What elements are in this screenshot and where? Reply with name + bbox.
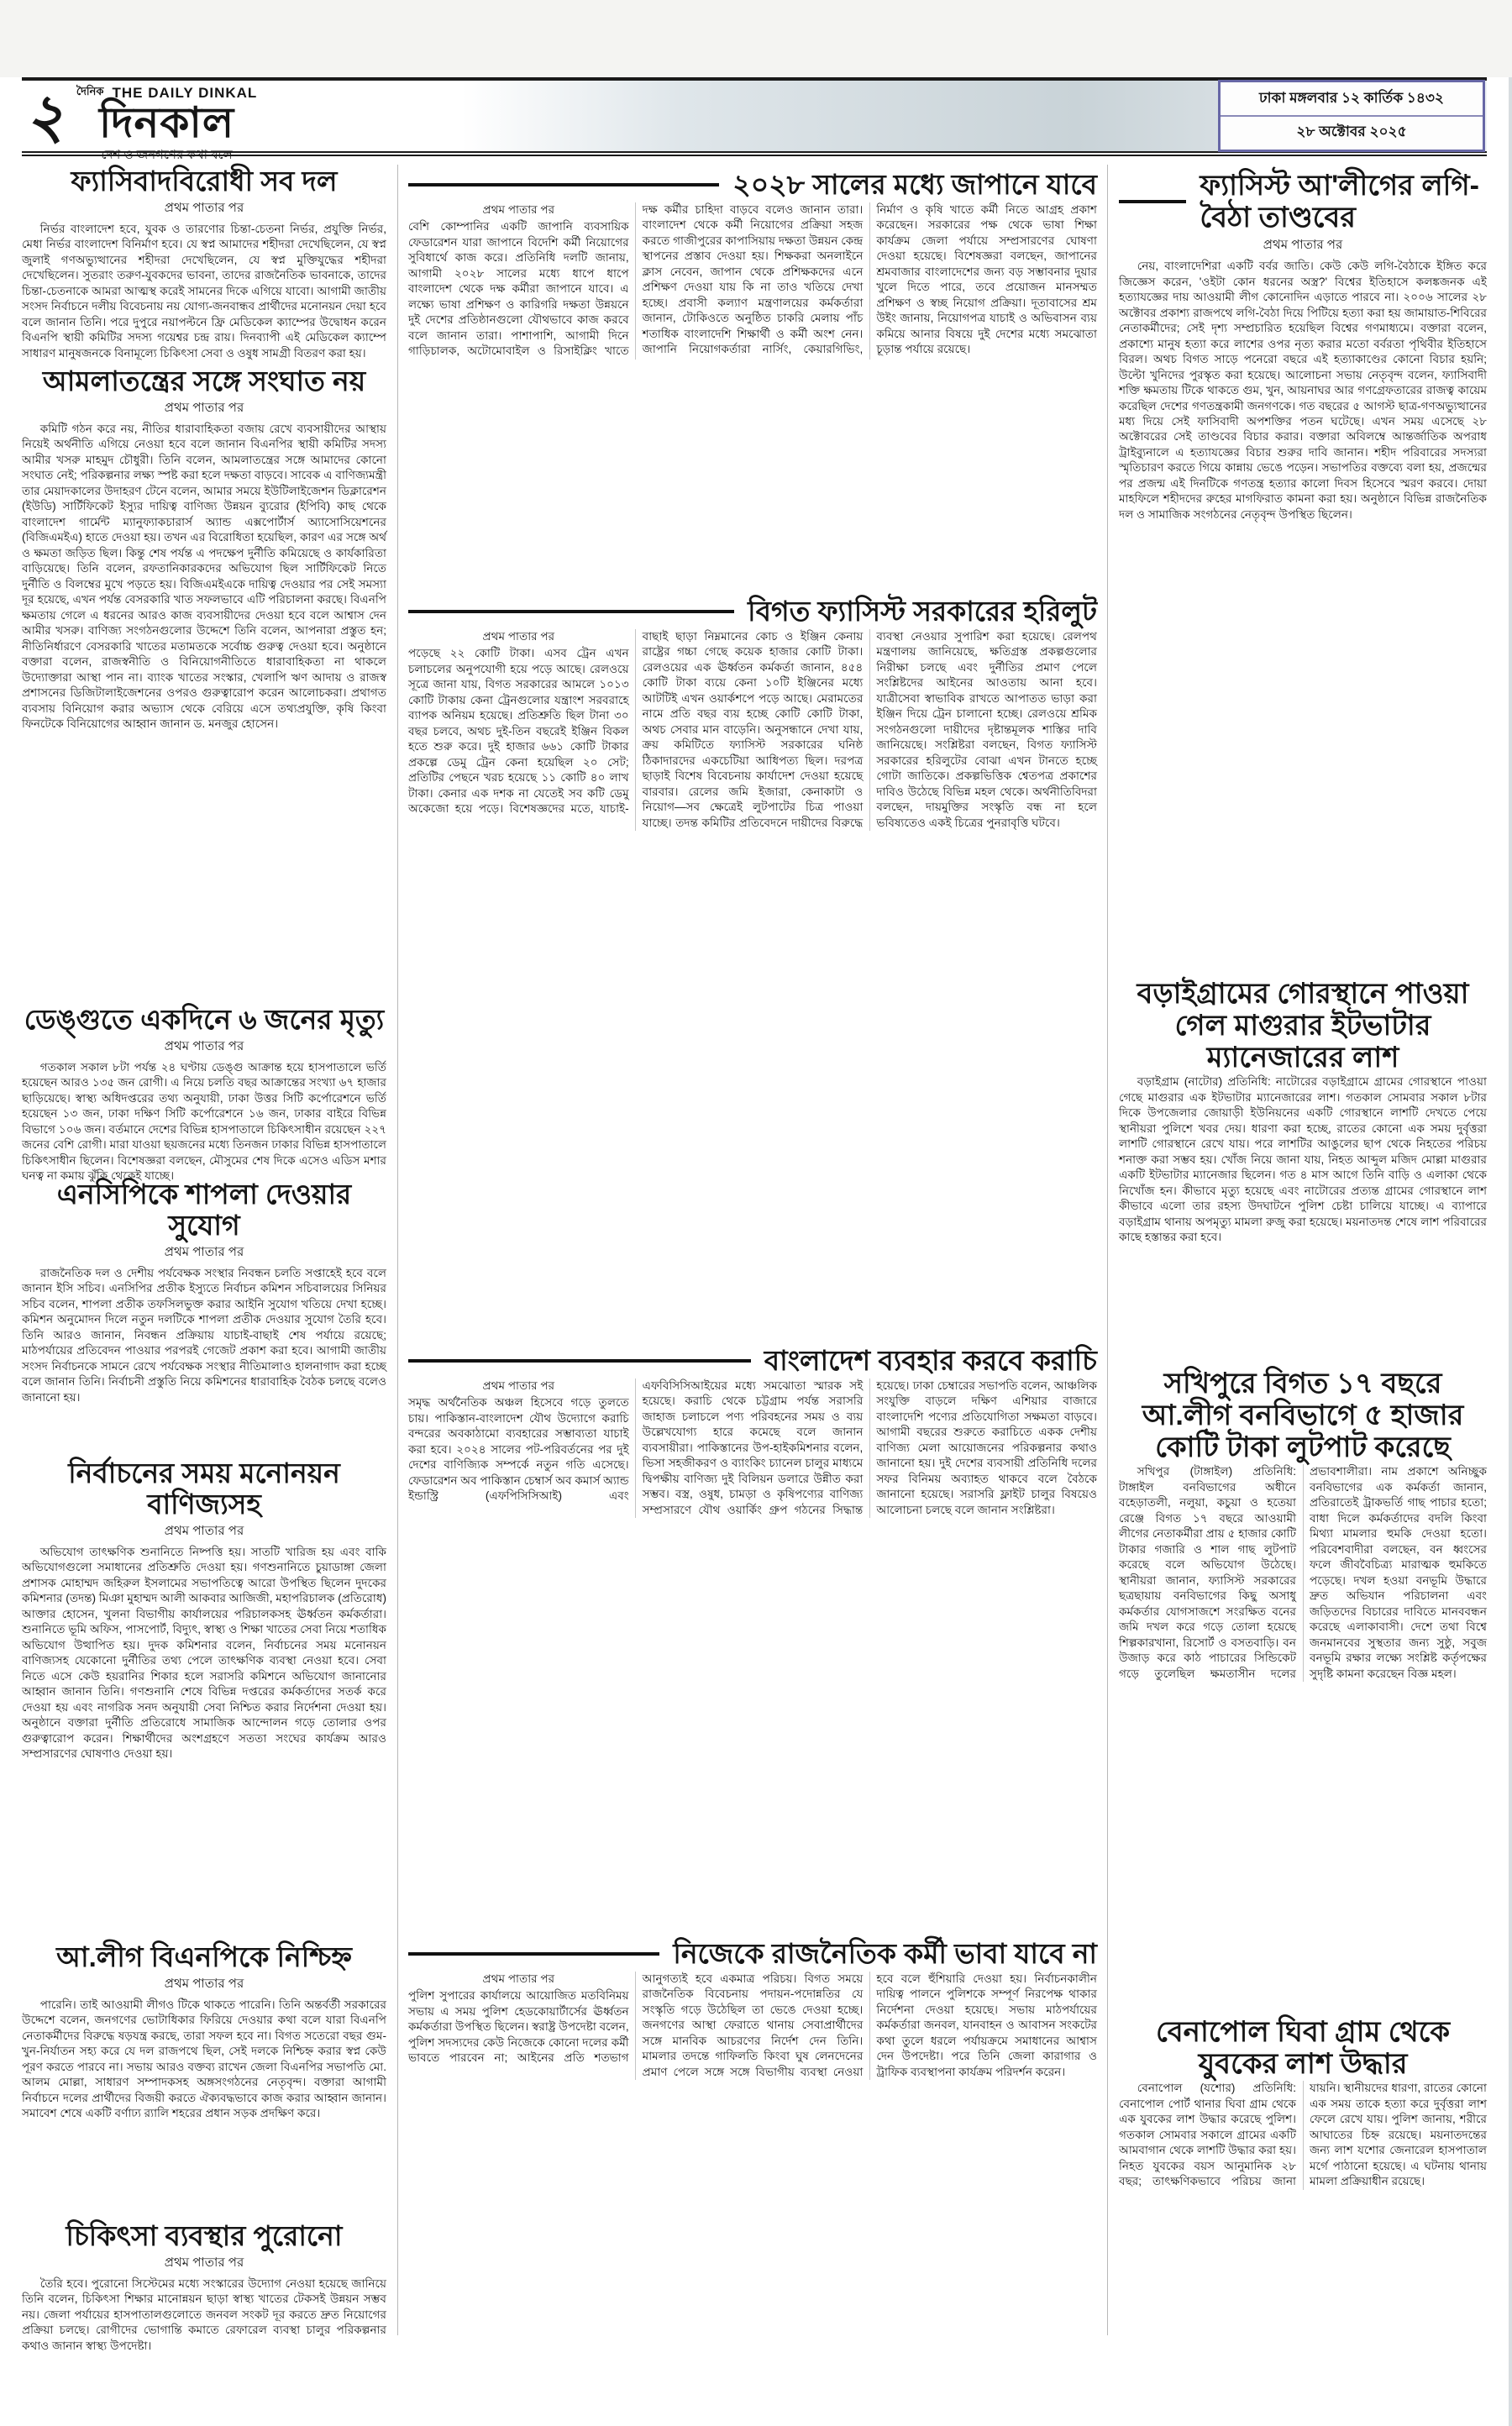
article-bangladesh-karachi-port: [408, 1346, 1097, 1934]
column-middle: [397, 165, 1108, 2335]
article-headline: ফ্যাসিস্ট আ'লীগের লগি-বৈঠা তাণ্ডবের: [1200, 170, 1480, 234]
article-headline: ডেঙ্গুতে একদিনে ৬ জনের মৃত্যু: [24, 1004, 385, 1035]
headline-rule: [408, 1359, 751, 1363]
continued-from-front: প্রথম পাতার পর: [164, 200, 244, 215]
headline-rule: [408, 610, 734, 613]
article-body: প্রথম পাতার পর পুলিশ সুপারের কার্যালয়ে আয়োজিত মতবিনিময় সভায় এ সময় পুলিশ হেডকোয়ার্টার্সের ঊর্ধ্বতন কর্মকর্তারা উপস্থিত ছিলেন। স্বরাষ্ট্র উপদেষ্টা বলেন, পুলিশ সদস্যদের কেউ নিজেকে কোনো দলের কর্মী ভাবতে পারবেন না; আইনের প্রতি শতভাগ আনুগত্যই হবে একমাত্র পরিচয়। বিগত সময়ে রাজনৈতিক বিবেচনায় পদায়ন-পদোন্নতির যে সংস্কৃতি গড়ে উঠেছিল তা ভেঙে দেওয়া হচ্ছে। জনগণের আস্থা ফেরাতে থানায় সেবাপ্রার্থীদের সঙ্গে মানবিক আচরণের নির্দেশ দেন তিনি। মামলার তদন্তে গাফিলতি কিংবা ঘুষ লেনদেনের প্রমাণ পেলে সঙ্গে সঙ্গে বিভাগীয় ব্যবস্থা নেওয়া হবে বলে হুঁশিয়ারি দেওয়া হয়। নির্বাচনকালীন দায়িত্ব পালনে পুলিশকে সম্পূর্ণ নিরপেক্ষ থাকার নির্দেশনা দেওয়া হয়েছে। সভায় মাঠপর্যায়ের কর্মকর্তারা জনবল, যানবাহন ও আবাসন সংকটের কথা তুলে ধরলে পর্যায়ক্রমে সমাধানের আশ্বাস দেন উপদেষ্টা। পরে তিনি জেলা কারাগার ও ট্রাফিক ব্যবস্থাপনা কার্যক্রম পরিদর্শন করেন।: [408, 1972, 1097, 2078]
article-body: বড়াইগ্রাম (নাটোর) প্রতিনিধি: নাটোরের বড়াইগ্রামে গ্রামের গোরস্থানে পাওয়া গেছে মাগুরার এক ইটভাটার ম্যানেজারের লাশ। গতকাল সোমবার সকাল ৮টার দিকে উপজেলার জোয়াড়ী ইউনিয়নের একটি গোরস্থানে লাশটি দেখতে পেয়ে স্থানীয়রা পুলিশে খবর দেয়। ধারণা করা হচ্ছে, রাতের কোনো এক সময় দুর্বৃত্তরা লাশটি গোরস্থানে রেখে যায়। পরে লাশটির আঙুলের ছাপ থেকে নিহতের পরিচয় শনাক্ত করা সম্ভব হয়। খোঁজ নিয়ে জানা যায়, নিহত আব্দুল মজিদ মোল্লা মাগুরার একটি ইটভাটার ম্যানেজার ছিলেন। গত ৪ মাস আগে তিনি বাড়ি ও এলাকা থেকে নিখোঁজ হন। কীভাবে মৃত্যু হয়েছে এবং নাটোরের প্রত্যন্ত গ্রামের গোরস্থানে লাশ কীভাবে এলো তার রহস্য উদঘাটনে পুলিশ চেষ্টা চালিয়ে যাচ্ছে। এ ব্যাপারে বড়াইগ্রাম থানায় অপমৃত্যু মামলা রুজু করা হয়েছে। ময়নাতদন্ত শেষে লাশ পরিবারের কাছে হস্তান্তর করা হবে।: [1119, 1075, 1487, 1244]
page-number: ২: [22, 81, 73, 151]
article-headline: আমলাতন্ত্রের সঙ্গে সংঘাত নয়: [42, 365, 366, 396]
continued-from-front: প্রথম পাতার পর: [1263, 238, 1343, 253]
article-body: কমিটি গঠন করে নয়, নীতির ধারাবাহিকতা বজায় রেখে ব্যবসায়ীদের আস্থায় নিয়েই অর্থনীতি এগিয়ে নেওয়া হবে বলে জানান বিএনপির স্থায়ী কমিটির সদস্য আমীর খসরু মাহমুদ চৌধুরী। তিনি বলেন, আমলাতন্ত্রের সঙ্গে আমাদের কোনো সংঘাত নেই; পরিকল্পনার লক্ষ্য স্পষ্ট করা হলে দক্ষতা বাড়বে। সাবেক এ বাণিজ্যমন্ত্রী তার মেয়াদকালের উদাহরণ টেনে বলেন, আমার সময়ে ইউটিলাইজেশন ডিক্লারেশন (ইউডি) সার্টিফিকেট ইস্যুর দায়িত্ব বাণিজ্য উন্নয়ন ব্যুরোর (ইপিবি) কাছ থেকে বাংলাদেশ গার্মেন্ট ম্যানুফ্যাকচারার্স অ্যান্ড এক্সপোর্টার্স অ্যাসোসিয়েশনের (বিজিএমইএ) হাতে দেওয়া হয়। তখন এর বিরোধিতা হয়েছিল, কারণ এর সঙ্গে অর্থ ও ক্ষমতা জড়িত ছিল। কিন্তু শেষ পর্যন্ত এ পদক্ষেপ দুর্নীতি কমিয়েছে ও কার্যকারিতা বাড়িয়েছে। তিনি বলেন, রফতানিকারকদের অভিযোগ ছিল সার্টিফিকেট নিতে দুর্নীতি ও বিলম্বের মুখে পড়তে হয়। বিজিএমইএকে দায়িত্ব দেওয়ার পর সেই সমস্যা দূর হয়েছে, এখন পর্যন্ত বেসরকারি খাত সফলভাবে এটি পরিচালনা করছে। বিএনপি ক্ষমতায় গেলে এ ধরনের আরও কাজ ব্যবসায়ীদের দেওয়া হবে বলে আশ্বাস দেন আমীর খসরু। বাণিজ্য সংগঠনগুলোর উদ্দেশে তিনি বলেন, আপনারা প্রস্তুত হন; নীতিনির্ধারণে বেসরকারি খাতের মতামতকে সর্বোচ্চ গুরুত্ব দেওয়া হবে। অনুষ্ঠানে বক্তারা বলেন, রাজস্বনীতি ও বিনিয়োগনীতিতে ধারাবাহিকতা না থাকলে উদ্যোক্তারা আস্থা পান না। ব্যাংক খাতের সংস্কার, খেলাপি ঋণ আদায় ও রাজস্ব প্রশাসনের ডিজিটালাইজেশনের ওপরও গুরুত্বারোপ করেন আলোচকরা। প্রথাগত ব্যবসায় বিনিয়োগ করার অভ্যাস থেকে বেরিয়ে এসে তথ্যপ্রযুক্তি, কৃষি কিংবা ফিনটেকে বিনিয়োগের আহ্বান জানান ড. মনজুর হোসেন।: [22, 422, 386, 731]
continued-from-front: প্রথম পাতার পর: [482, 1972, 555, 1985]
headline-rule: [408, 1952, 659, 1956]
article-old-healthcare-system: [22, 2220, 386, 2352]
continued-from-front: প্রথম পাতার পর: [482, 202, 555, 216]
date-box: [1218, 80, 1485, 152]
masthead-daily-label: দৈনিক: [76, 85, 104, 97]
newspaper-page: [0, 77, 1512, 2426]
article-police-not-political-workers: [408, 1939, 1097, 2342]
masthead: [73, 81, 277, 162]
article-no-conflict-bureaucracy: [22, 366, 386, 1003]
article-dengue-deaths: [22, 1004, 386, 1183]
article-body: বেনাপোল (যশোর) প্রতিনিধি: বেনাপোল পোর্ট থানার ঘিবা গ্রাম থেকে এক যুবকের লাশ উদ্ধার করেছে পুলিশ। গতকাল সোমবার সকালে গ্রামের একটি আমবাগান থেকে লাশটি উদ্ধার করা হয়। নিহত যুবকের বয়স আনুমানিক ২৮ বছর; তাৎক্ষণিকভাবে পরিচয় জানা যায়নি। স্থানীয়দের ধারণা, রাতের কোনো এক সময় তাকে হত্যা করে দুর্বৃত্তরা লাশ ফেলে রেখে যায়। পুলিশ জানায়, শরীরে আঘাতের চিহ্ন রয়েছে। ময়নাতদন্তের জন্য লাশ যশোর জেনারেল হাসপাতাল মর্গে পাঠানো হয়েছে। এ ঘটনায় থানায় মামলা প্রক্রিয়াধীন রয়েছে।: [1119, 2082, 1487, 2188]
article-body: প্রথম পাতার পর বেশি কোম্পানির একটি জাপানি ব্যবসায়িক ফেডারেশন যারা জাপানে বিদেশি কর্মী নিয়োগের সুবিধার্থে কাজ করে। প্রতিনিধি দলটি জানায়, আগামী ২০২৮ সালের মধ্যে ধাপে ধাপে বাংলাদেশ থেকে দক্ষ কর্মীরা জাপানে যাবে। এ লক্ষ্যে ভাষা প্রশিক্ষণ ও কারিগরি দক্ষতা উন্নয়নে দুই দেশের প্রতিষ্ঠানগুলো যৌথভাবে কাজ করবে বলে জানান তারা। পাশাপাশি, আগামী দিনে গাড়িচালক, অটোমোবাইল ও রিসাইক্লিং খাতে দক্ষ কর্মীর চাহিদা বাড়বে বলেও জানান তারা। বাংলাদেশ থেকে কর্মী নিয়োগের প্রক্রিয়া সহজ করতে গাজীপুরের কাপাসিয়ায় দক্ষতা উন্নয়ন কেন্দ্র স্থাপনের প্রস্তাব দেওয়া হয়। শিক্ষকরা অনলাইনে ক্লাস নেবেন, জাপান থেকে প্রশিক্ষকদের এনে প্রশিক্ষণ দেওয়া যায় কি না তাও খতিয়ে দেখা হচ্ছে। প্রবাসী কল্যাণ মন্ত্রণালয়ের কর্মকর্তারা জানান, টোকিওতে অনুষ্ঠিত চাকরি মেলায় পাঁচ শতাধিক বাংলাদেশি শিক্ষার্থী ও কর্মী অংশ নেন। জাপানি নিয়োগকর্তারা নার্সিং, কেয়ারগিভিং, নির্মাণ ও কৃষি খাতে কর্মী নিতে আগ্রহ প্রকাশ করেছেন। সরকারের পক্ষ থেকে ভাষা শিক্ষা কার্যক্রম জেলা পর্যায়ে সম্প্রসারণের ঘোষণা দেওয়া হয়েছে। বিশেষজ্ঞরা বলছেন, জাপানের শ্রমবাজার বাংলাদেশের জন্য বড় সম্ভাবনার দুয়ার খুলে দিতে পারে, তবে প্রয়োজন মানসম্মত প্রশিক্ষণ ও স্বচ্ছ নিয়োগ প্রক্রিয়া। দূতাবাসের শ্রম উইং জানায়, নিয়োগপত্র যাচাই ও অভিবাসন ব্যয় কমিয়ে আনার বিষয়ে দুই দেশের মধ্যে সমঝোতা চূড়ান্ত পর্যায়ে রয়েছে।: [408, 202, 1097, 358]
column-right: [1119, 165, 1487, 2335]
masthead-tagline: দেশ ও জনগণের কথা বলে: [101, 148, 233, 162]
article-boraigram-graveyard-body: [1119, 978, 1487, 1366]
article-japan-workers-2028: [408, 170, 1097, 591]
article-benapole-body-recovered: [1119, 2016, 1487, 2335]
article-body: গতকাল সকাল ৮টা পর্যন্ত ২৪ ঘণ্টায় ডেঙ্গু আক্রান্ত হয়ে হাসপাতালে ভর্তি হয়েছেন আরও ১৩৫ জন রোগী। এ নিয়ে চলতি বছর আক্রান্তের সংখ্যা ৬৭ হাজার ছাড়িয়েছে। স্বাস্থ্য অধিদপ্তরের তথ্য অনুযায়ী, ঢাকা উত্তর সিটি কর্পোরেশনে ভর্তি হয়েছেন ১৩ জন, ঢাকা দক্ষিণ সিটি কর্পোরেশনে ১৬ জন, ঢাকার বাইরে বিভিন্ন বিভাগে ১০৬ জন। বর্তমানে দেশের বিভিন্ন হাসপাতালে চিকিৎসাধীন রয়েছেন ২২৭ জনের বেশি রোগী। মারা যাওয়া ছয়জনের মধ্যে তিনজন ঢাকার বিভিন্ন হাসপাতালে চিকিৎসাধীন ছিলেন। বিশেষজ্ঞরা বলছেন, মৌসুমের শেষ দিকে এসেও এডিস মশার ঘনত্ব না কমায় ঝুঁকি থেকেই যাচ্ছে।: [22, 1060, 386, 1183]
continued-from-front: প্রথম পাতার পর: [164, 1523, 244, 1538]
article-nomination-trade: [22, 1458, 386, 1940]
article-anti-fascist-parties: [22, 166, 386, 365]
article-headline: আ.লীগ বিএনপিকে নিশ্চিহ্ন: [56, 1941, 352, 1972]
continued-from-front: প্রথম পাতার পর: [164, 2255, 244, 2270]
continued-from-front: প্রথম পাতার পর: [482, 629, 555, 643]
continued-from-front: প্রথম পাতার পর: [164, 1038, 244, 1053]
bangla-date: ঢাকা মঙ্গলবার ১২ কার্তিক ১৪৩২: [1221, 82, 1483, 117]
continued-from-front: প্রথম পাতার পর: [164, 400, 244, 415]
article-headline: নিজেকে রাজনৈতিক কর্মী ভাবা যাবে না: [673, 1938, 1097, 1969]
article-headline: ফ্যাসিবাদবিরোধী সব দল: [71, 165, 338, 197]
masthead-english-title: THE DAILY DINKAL: [112, 85, 258, 101]
article-headline: বেনাপোল ঘিবা গ্রাম থেকে যুবকের লাশ উদ্ধার: [1155, 2016, 1451, 2081]
article-body: নির্ভর বাংলাদেশ হবে, যুবক ও তারণোর চিন্তা-চেতনা নির্ভর, প্রযুক্তি নির্ভর, মেধা নির্ভর বাংলাদেশ বিনির্মাণ হবে। যে স্বপ্ন আমাদের শহীদরা দেখেছিলেন, যে স্বপ্ন জুলাই গণঅভ্যুত্থানের শহীদরা দেখেছিলেন, যে স্বপ্ন মুক্তিযুদ্ধের শহীদরা দেখেছিলেন। সুতরাং তরুণ-যুবকদের ভাবনা, তাদের রাজনৈতিক ভাবনাকে, তাদের চিন্তা-চেতনাকে আমরা আত্মস্থ করেই সামনের দিকে এগিয়ে যাবো। আগামী জাতীয় সংসদ নির্বাচনে দলীয় বিবেচনায় নয় যোগ্য-জনবান্ধব প্রার্থীদের মনোনয়ন দেয়া হবে বলে জানান তিনি। পরে দুপুরে নয়াপল্টনে ফ্রি মেডিকেল ক্যাম্পের উদ্বোধন করেন বিএনপি স্থায়ী কমিটির সদস্য গয়েশ্বর চন্দ্র রায়। দিনব্যাপী এই মেডিকেল ক্যাম্পে সাধারণ মানুষজনকে বিনামূল্যে চিকিৎসা সেবা ও ওষুধ সামগ্রী বিতরণ করা হয়।: [22, 222, 386, 360]
article-headline: সখিপুরে বিগত ১৭ বছরে আ.লীগ বনবিভাগে ৫ হাজার কোটি টাকা লুটপাট করেছে: [1142, 1368, 1464, 1464]
article-body: প্রথম পাতার পর পড়েছে ২২ কোটি টাকা। এসব ট্রেন এখন চলাচলের অনুপযোগী হয়ে পড়ে আছে। রেলওয়ে সূত্রে জানা যায়, বিগত সরকারের আমলে ১০১৩ কোটি টাকায় কেনা ট্রেনগুলোর যন্ত্রাংশ সরবরাহে ব্যাপক অনিয়ম হয়েছে। প্রতিশ্রুতি ছিল টানা ৩০ বছর চলবে, অথচ দুই-তিন বছরেই ইঞ্জিন বিকল হতে শুরু করে। দুই হাজার ৬৬১ কোটি টাকার প্রকল্পে ডেমু ট্রেন কেনা হয়েছিল ২০ সেট; প্রতিটির পেছনে খরচ হয়েছে ১১ কোটি ৪০ লাখ টাকা। কেনার এক দশক না যেতেই সব কটি ডেমু অকেজো হয়ে পড়ে। বিশেষজ্ঞদের মতে, যাচাই-বাছাই ছাড়া নিম্নমানের কোচ ও ইঞ্জিন কেনায় রাষ্ট্রের গচ্চা গেছে কয়েক হাজার কোটি টাকা। রেলওয়ের এক ঊর্ধ্বতন কর্মকর্তা জানান, ৪৫৪ কোটি টাকা ব্যয়ে কেনা ১০টি ইঞ্জিনের মধ্যে আটটিই এখন ওয়ার্কশপে পড়ে আছে। মেরামতের নামে প্রতি বছর ব্যয় হচ্ছে কোটি কোটি টাকা, অথচ সেবার মান বাড়েনি। অনুসন্ধানে দেখা যায়, ক্রয় কমিটিতে ফ্যাসিস্ট সরকারের ঘনিষ্ঠ ঠিকাদারদের একচেটিয়া আধিপত্য ছিল। দরপত্র ছাড়াই বিশেষ বিবেচনায় কার্যাদেশ দেওয়া হয়েছে বারবার। রেলের জমি ইজারা, কেনাকাটা ও নিয়োগ—সব ক্ষেত্রেই লুটপাটের চিত্র পাওয়া যাচ্ছে। তদন্ত কমিটির প্রতিবেদনে দায়ীদের বিরুদ্ধে ব্যবস্থা নেওয়ার সুপারিশ করা হয়েছে। রেলপথ মন্ত্রণালয় জানিয়েছে, ক্ষতিগ্রস্ত প্রকল্পগুলোর নিরীক্ষা চলছে এবং দুর্নীতির প্রমাণ পেলে সংশ্লিষ্টদের আইনের আওতায় আনা হবে। যাত্রীসেবা স্বাভাবিক রাখতে আপাতত ভাড়া করা ইঞ্জিন দিয়ে ট্রেন চালানো হচ্ছে। রেলওয়ে শ্রমিক সংগঠনগুলো দায়ীদের দৃষ্টান্তমূলক শাস্তির দাবি জানিয়েছে। সংশ্লিষ্টরা বলছেন, বিগত ফ্যাসিস্ট সরকারের হরিলুটের বোঝা এখন টানতে হচ্ছে গোটা জাতিকে। প্রকল্পভিত্তিক শ্বেতপত্র প্রকাশের দাবিও উঠেছে বিভিন্ন মহল থেকে। অর্থনীতিবিদরা বলছেন, দায়মুক্তির সংস্কৃতি বন্ধ না হলে ভবিষ্যতেও একই চিত্রের পুনরাবৃত্তি ঘটবে।: [408, 629, 1097, 829]
continued-from-front: প্রথম পাতার পর: [482, 1378, 555, 1392]
article-body: সখিপুর (টাঙ্গাইল) প্রতিনিধি: টাঙ্গাইল বনবিভাগের অধীনে বহেড়াতলী, নলুয়া, কচুয়া ও হতেয়া রেঞ্জে বিগত ১৭ বছরে আওয়ামী লীগের নেতাকর্মীরা প্রায় ৫ হাজার কোটি টাকার গজারি ও শাল গাছ লুটপাট করেছে বলে অভিযোগ উঠেছে। স্থানীয়রা জানান, ফ্যাসিস্ট সরকারের ছত্রছায়ায় বনবিভাগের কিছু অসাধু কর্মকর্তার যোগসাজশে সংরক্ষিত বনের জমি দখল করে গড়ে তোলা হয়েছে শিল্পকারখানা, রিসোর্ট ও বসতবাড়ি। বন উজাড় করে কাঠ পাচারের সিন্ডিকেট গড়ে তুলেছিল ক্ষমতাসীন দলের প্রভাবশালীরা। নাম প্রকাশে অনিচ্ছুক বনবিভাগের এক কর্মকর্তা জানান, প্রতিরাতেই ট্রাকভর্তি গাছ পাচার হতো; বাধা দিলে কর্মকর্তাদের বদলি কিংবা মিথ্যা মামলার হুমকি দেওয়া হতো। পরিবেশবাদীরা বলছেন, বন ধ্বংসের ফলে জীববৈচিত্র্য মারাত্মক হুমকিতে পড়েছে। দখল হওয়া বনভূমি উদ্ধারে দ্রুত অভিযান পরিচালনা এবং জড়িতদের বিচারের দাবিতে মানববন্ধন করেছে এলাকাবাসী। দেশে তথা বিশ্বে জনমানবের সুস্থতার জন্য সুষ্ঠু, সবুজ বনভূমি রক্ষার লক্ষ্যে সংশ্লিষ্ট কর্তৃপক্ষের সুদৃষ্টি কামনা করেছেন বিজ্ঞ মহল।: [1119, 1465, 1487, 1680]
article-headline: চিকিৎসা ব্যবস্থার পুরোনো: [66, 2220, 343, 2251]
headline-rule: [1119, 200, 1186, 203]
article-body: রাজনৈতিক দল ও দেশীয় পর্যবেক্ষক সংস্থার নিবন্ধন চলতি সপ্তাহেই হবে বলে জানান ইসি সচিব। এনসিপির প্রতীক ইস্যুতে নির্বাচন কমিশন সচিবালয়ের সিনিয়র সচিব বলেন, শাপলা প্রতীক তফসিলভুক্ত করার আইনি সুযোগ খতিয়ে দেখা হচ্ছে। কমিশন অনুমোদন দিলে নতুন দলটিকে শাপলা প্রতীক দেওয়ার সুযোগ তৈরি হবে। তিনি আরও জানান, নিবন্ধন প্রক্রিয়ায় যাচাই-বাছাই শেষ পর্যায়ে রয়েছে; মাঠপর্যায়ের প্রতিবেদন পাওয়ার পরপরই গেজেট প্রকাশ করা হবে। আগামী জাতীয় সংসদ নির্বাচনকে সামনে রেখে পর্যবেক্ষক সংস্থার নীতিমালাও হালনাগাদ করা হচ্ছে বলে জানান তিনি। নির্বাচনী প্রস্তুতি নিয়ে কমিশনের ধারাবাহিক বৈঠক চলছে বলেও জানানো হয়।: [22, 1266, 386, 1404]
article-ncp-shapla-symbol: [22, 1179, 386, 1457]
continued-from-front: প্রথম পাতার পর: [164, 1976, 244, 1991]
page-content: [22, 165, 1487, 2352]
article-body: পারেনি। তাই আওয়ামী লীগও টিকে থাকতে পারেনি। তিনি অন্তর্বর্তী সরকারের উদ্দেশে বলেন, জনগণের ভোটাধিকার ফিরিয়ে দেওয়ার কথা বলে যারা বিএনপি নেতাকর্মীদের বিরুদ্ধে ষড়যন্ত্র করছে, তারা সফল হবে না। বিগত সতেরো বছর গুম-খুন-নির্যাতন সহ্য করে যে দল রাজপথে ছিল, সেই দলকে নিশ্চিহ্ন করার স্বপ্ন কেউ পূরণ করতে পারবে না। সভায় আরও বক্তব্য রাখেন জেলা বিএনপির সভাপতি মো. আলম মোল্লা, সাধারণ সম্পাদকসহ অঙ্গসংগঠনের নেতৃবৃন্দ। বক্তারা আগামী নির্বাচনে দলের প্রার্থীদের বিজয়ী করতে ঐক্যবদ্ধভাবে কাজ করার আহ্বান জানান। সমাবেশ শেষে একটি বর্ণাঢ্য র‌্যালি শহরের প্রধান সড়ক প্রদক্ষিণ করে।: [22, 1998, 386, 2120]
article-al-bnp-annihilate: [22, 1942, 386, 2219]
page-header: [22, 77, 1487, 162]
gregorian-date: ২৮ অক্টোবর ২০২৫: [1296, 123, 1407, 139]
article-headline: বাংলাদেশ ব্যবহার করবে করাচি: [764, 1345, 1097, 1376]
article-headline: ২০২৮ সালের মধ্যে জাপানে যাবে: [732, 169, 1097, 200]
masthead-bangla-title: দিনকাল: [98, 99, 235, 146]
continued-from-front: প্রথম পাতার পর: [164, 1244, 244, 1259]
article-body: অভিযোগ তাৎক্ষণিক শুনানিতে নিষ্পত্তি হয়। সাতটি খারিজ হয় এবং বাকি অভিযোগগুলো সমাধানের প্রতিশ্রুতি দেওয়া হয়। গণশুনানিতে চুয়াডাঙ্গা জেলা প্রশাসক মোহাম্মদ জহিরুল ইসলামের সভাপতিত্বে আরো উপস্থিত ছিলেন দুদকের কমিশনার (তদন্ত) মিঞা মুহাম্মদ আলী আকবার আজিজী, মহাপরিচালক (প্রতিরোধ) আক্তার হোসেন, খুলনা বিভাগীয় কার্যালয়ের পরিচালকসহ ঊর্ধ্বতন কর্মকর্তারা। শুনানিতে ভূমি অফিস, পাসপোর্ট, বিদ্যুৎ, স্বাস্থ্য ও শিক্ষা খাতের সেবা নিয়ে শতাধিক অভিযোগ উত্থাপিত হয়। দুদক কমিশনার বলেন, নির্বাচনের সময় মনোনয়ন বাণিজ্যসহ যেকোনো দুর্নীতির তথ্য পেলে তাৎক্ষণিক ব্যবস্থা নেওয়া হবে। সেবা নিতে এসে কেউ হয়রানির শিকার হলে সরাসরি কমিশনে অভিযোগ জানানোর আহ্বান জানান তিনি। গণশুনানি শেষে বিভিন্ন দপ্তরের কর্মকর্তাদের সতর্ক করে দেওয়া হয় এবং নাগরিক সনদ অনুযায়ী সেবা নিশ্চিত করার নির্দেশনা দেওয়া হয়। অনুষ্ঠানে বক্তারা দুর্নীতি প্রতিরোধে সামাজিক আন্দোলন গড়ে তোলার ওপর গুরুত্বারোপ করেন। শিক্ষার্থীদের অংশগ্রহণে সততা সংঘের কার্যক্রম আরও সম্প্রসারণের ঘোষণাও দেওয়া হয়।: [22, 1545, 386, 1761]
article-headline: নির্বাচনের সময় মনোনয়ন বাণিজ্যসহ: [68, 1457, 340, 1520]
article-body: তৈরি হবে। পুরোনো সিস্টেমের মধ্যে সংস্কারের উদ্যোগ নেওয়া হয়েছে জানিয়ে তিনি বলেন, চিকিৎসা শিক্ষার মানোন্নয়ন ছাড়া স্বাস্থ্য খাতের টেকসই উন্নয়ন সম্ভব নয়। জেলা পর্যায়ের হাসপাতালগুলোতে জনবল সংকট দূর করতে দ্রুত নিয়োগের প্রক্রিয়া চলছে। রোগীদের ভোগান্তি কমাতে রেফারেল ব্যবস্থা চালুর পরিকল্পনার কথাও জানান স্বাস্থ্য উপদেষ্টা।: [22, 2276, 386, 2352]
article-headline: এনসিপিকে শাপলা দেওয়ার সুযোগ: [56, 1179, 352, 1241]
article-body: প্রথম পাতার পর সমৃদ্ধ অর্থনৈতিক অঞ্চল হিসেবে গড়ে তুলতে চায়। পাকিস্তান-বাংলাদেশ যৌথ উদ্যোগে করাচি বন্দরের অবকাঠামো ব্যবহারের সম্ভাব্যতা যাচাই করা হবে। ২০২৪ সালের পট-পরিবর্তনের পর দুই দেশের বাণিজ্যিক সম্পর্কে নতুন গতি এসেছে। ফেডারেশন অব পাকিস্তান চেম্বার্স অব কমার্স অ্যান্ড ইন্ডাস্ট্রি (এফপিসিসিআই) এবং এফবিসিসিআইয়ের মধ্যে সমঝোতা স্মারক সই হয়েছে। করাচি থেকে চট্টগ্রাম পর্যন্ত সরাসরি জাহাজ চলাচলে পণ্য পরিবহনের সময় ও ব্যয় উল্লেখযোগ্য হারে কমেছে বলে জানান ব্যবসায়ীরা। পাকিস্তানের উপ-হাইকমিশনার বলেন, ভিসা সহজীকরণ ও ব্যাংকিং চ্যানেল চালুর মাধ্যমে দ্বিপক্ষীয় বাণিজ্য দুই বিলিয়ন ডলারে উন্নীত করা সম্ভব। বস্ত্র, ওষুধ, চামড়া ও কৃষিপণ্যের বাণিজ্য সম্প্রসারণে যৌথ ওয়ার্কিং গ্রুপ গঠনের সিদ্ধান্ত হয়েছে। ঢাকা চেম্বারের সভাপতি বলেন, আঞ্চলিক সংযুক্তি বাড়লে দক্ষিণ এশিয়ার বাজারে বাংলাদেশি পণ্যের প্রতিযোগিতা সক্ষমতা বাড়বে। আগামী বছরের শুরুতে করাচিতে একক দেশীয় বাণিজ্য মেলা আয়োজনের পরিকল্পনার কথাও জানানো হয়। দুই দেশের ব্যবসায়ী প্রতিনিধি দলের সফর বিনিময় অব্যাহত থাকবে বলে বৈঠকে জানানো হয়েছে। সরাসরি ফ্লাইট চালুর বিষয়েও আলোচনা চলছে বলে জানান সংশ্লিষ্টরা।: [408, 1378, 1097, 1516]
article-headline: বড়াইগ্রামের গোরস্থানে পাওয়া গেল মাগুরার ইটভাটার ম্যানেজারের লাশ: [1137, 978, 1469, 1074]
article-headline: বিগত ফ্যাসিস্ট সরকারের হরিলুট: [748, 596, 1097, 627]
article-al-logi-boitha-rampage: [1119, 170, 1487, 976]
headline-rule: [408, 183, 719, 186]
header-gradient-band: [277, 81, 1218, 151]
article-fascist-govt-plunder: [408, 596, 1097, 1341]
column-left: [22, 165, 386, 2352]
article-sakhipur-forest-loot: [1119, 1368, 1487, 2014]
article-body: নেয়, বাংলাদেশিরা একটি বর্বর জাতি। কেউ কেউ লগি-বৈঠাকে ইঙ্গিত করে জিজ্ঞেস করেন, 'ওইটা কোন ধরনের অস্ত্র?' বিশ্বের ইতিহাসে কলঙ্কজনক এই হত্যাযজ্ঞের দায় আওয়ামী লীগ কোনোদিন এড়াতে পারবে না। ২০০৬ সালের ২৮ অক্টোবর প্রকাশ্য রাজপথে লগি-বৈঠা দিয়ে পিটিয়ে হত্যা করা হয় জামায়াত-শিবিরের নেতাকর্মীদের; সেই দৃশ্য সম্প্রচারিত হয়েছিল বিশ্বের গণমাধ্যমে। বক্তারা বলেন, প্রকাশ্যে মানুষ হত্যা করে লাশের ওপর নৃত্য করার মতো বর্বরতা পৃথিবীর ইতিহাসে বিরল। অথচ বিগত সাড়ে পনেরো বছরে এই হত্যাকাণ্ডের কোনো বিচার হয়নি; উল্টো খুনিদের পুরস্কৃত করা হয়েছে। আলোচনা সভায় নেতৃবৃন্দ বলেন, ফ্যাসিবাদী শক্তি ক্ষমতায় টিকে থাকতে গুম, খুন, আয়নাঘর আর গণগ্রেফতারের রাজত্ব কায়েম করেছিল দেশের গণতন্ত্রকামী জনগণকে। গত বছরের ৫ আগস্ট ছাত্র-গণঅভ্যুত্থানের মধ্য দিয়ে সেই ফাসিবাদী অপশক্তির পতন ঘটেছে। এখন সময় এসেছে ২৮ অক্টোবরের সেই তাণ্ডবের বিচার করার। বক্তারা অবিলম্বে আন্তর্জাতিক অপরাধ ট্রাইব্যুনালে এ হত্যাযজ্ঞের বিচার শুরুর দাবি জানান। শহীদ পরিবারের সদস্যরা স্মৃতিচারণ করতে গিয়ে কান্নায় ভেঙে পড়েন। সভাপতির বক্তব্যে বলা হয়, প্রজন্মের পর প্রজন্ম এই দিনটিকে গণতন্ত্র হত্যার কালো দিবস হিসেবে স্মরণ করবে। দোয়া মাহফিলে শহীদদের রুহের মাগফিরাত কামনা করা হয়। অনুষ্ঠানে বিভিন্ন রাজনৈতিক দল ও সামাজিক সংগঠনের নেতৃবৃন্দ উপস্থিত ছিলেন।: [1119, 260, 1487, 521]
